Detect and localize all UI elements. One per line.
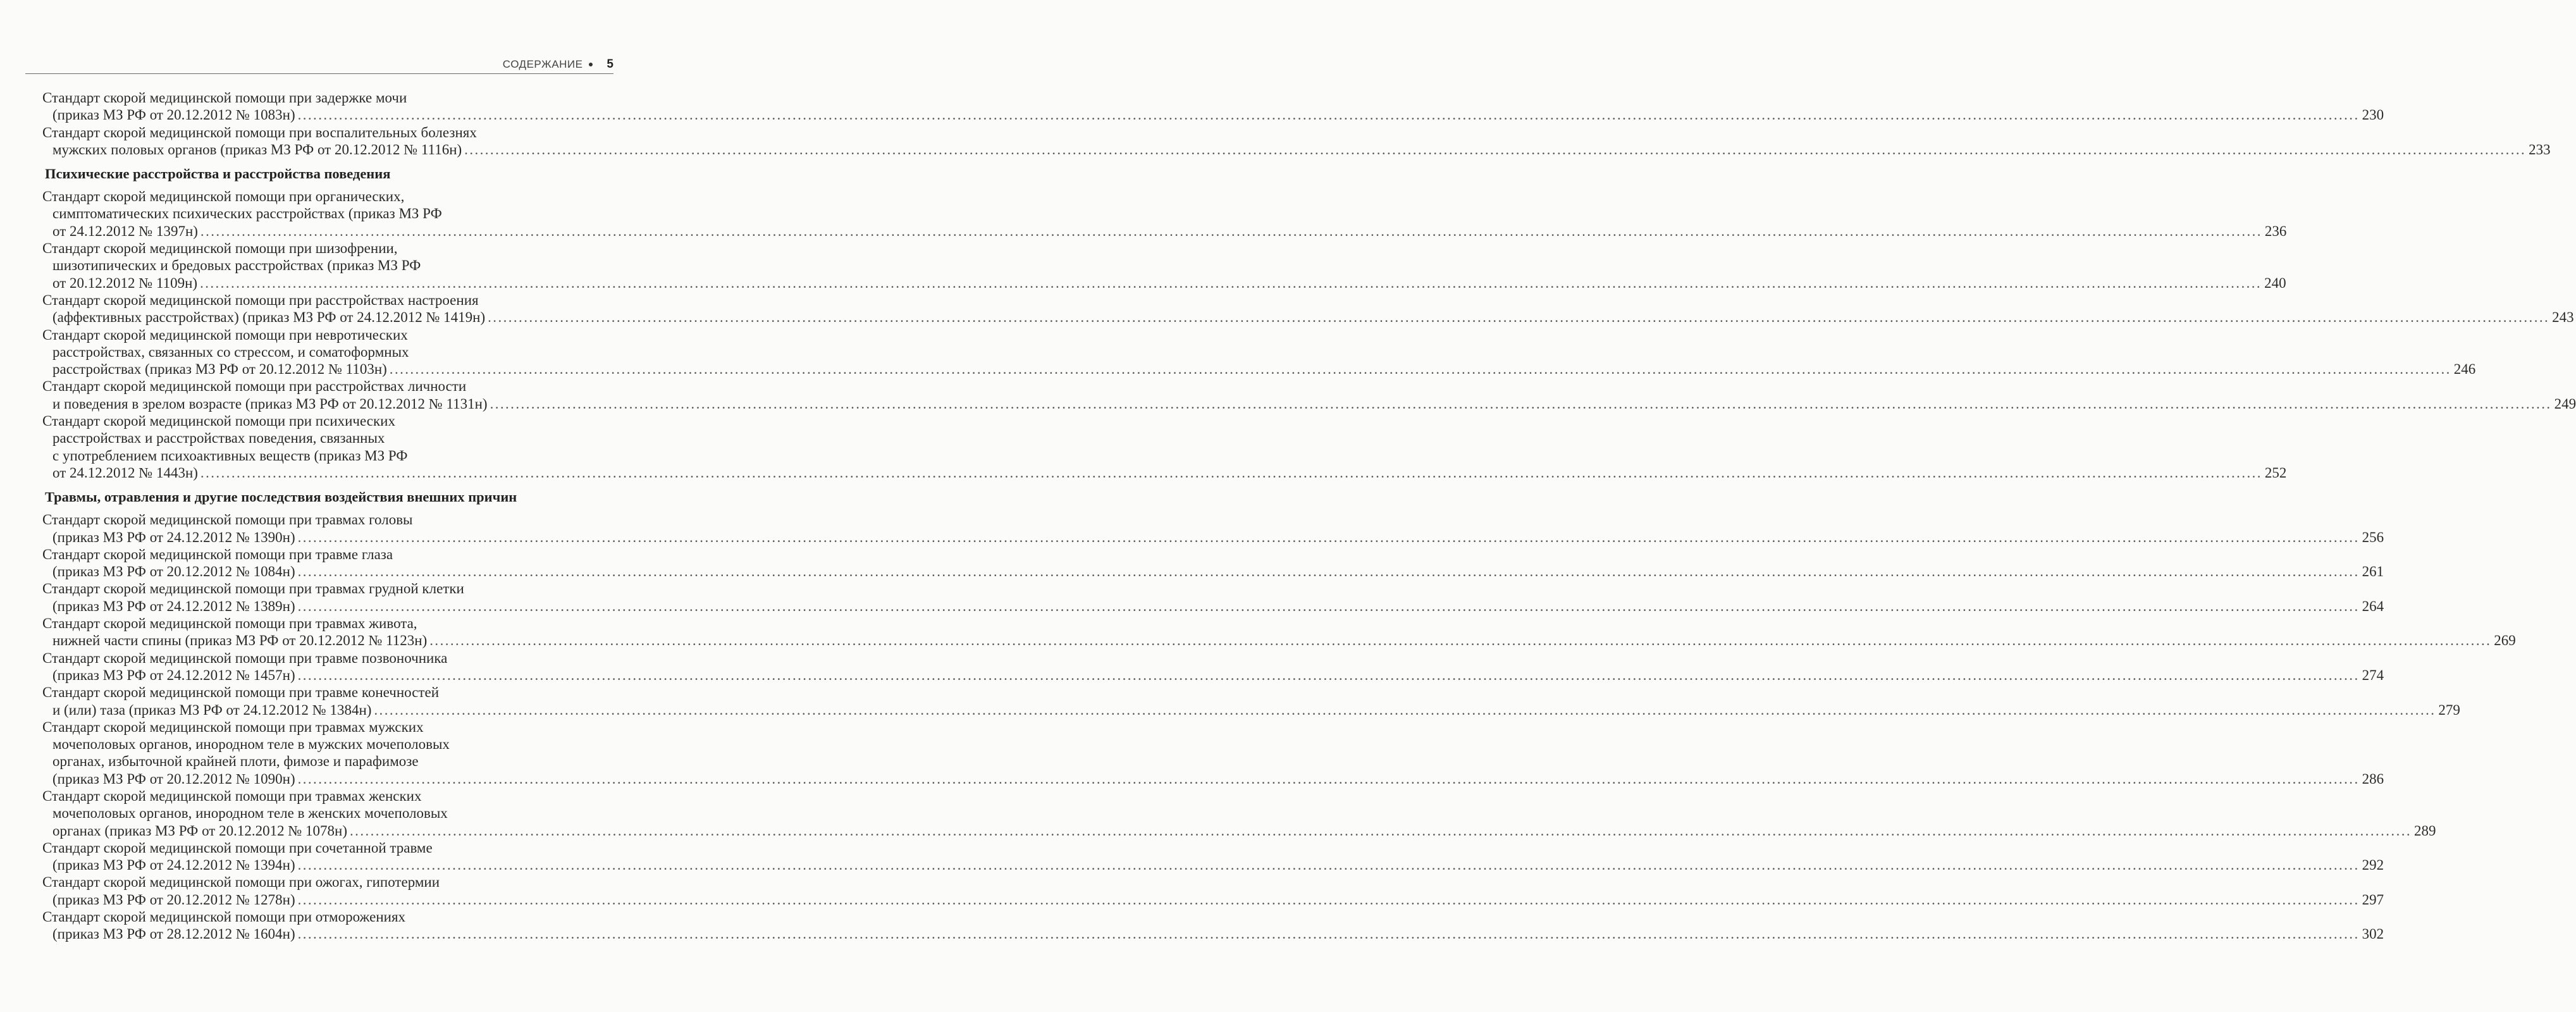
- entry-last-line: [42, 275, 2286, 292]
- entry-page-number: 249: [2554, 395, 2576, 412]
- entry-line: Стандарт скорой медицинской помощи при расстройствах личности: [42, 378, 467, 395]
- entry-last-line: [42, 770, 2384, 787]
- entry-line: Стандарт скорой медицинской помощи при травмах живота,: [42, 615, 417, 632]
- page-number: 5: [607, 58, 613, 71]
- entry-last-line: [42, 141, 2551, 158]
- entry-line: Стандарт скорой медицинской помощи при невротических: [42, 326, 408, 343]
- entry-line: (приказ МЗ РФ от 24.12.2012 № 1390н): [52, 529, 295, 545]
- entry-line: и поведения в зрелом возрасте (приказ МЗ РФ от 20.12.2012 № 1131н): [52, 395, 488, 412]
- entry-last-line: [42, 361, 2476, 378]
- dot-leader: ................................................................................................................................................................................................................................................................................................................................................................................................................: [200, 275, 2262, 291]
- entry-page-number: 236: [2264, 223, 2287, 239]
- entry-line: (приказ МЗ РФ от 24.12.2012 № 1389н): [52, 598, 295, 614]
- entry-line: нижней части спины (приказ МЗ РФ от 20.12.2012 № 1123н): [52, 632, 428, 649]
- toc-entry: [42, 378, 2576, 412]
- dot-leader: ................................................................................................................................................................................................................................................................................................................................................................................................................: [350, 822, 2412, 839]
- entry-last-line: [42, 309, 2574, 326]
- entry-last-line: [42, 598, 2384, 615]
- dot-leader: ................................................................................................................................................................................................................................................................................................................................................................................................................: [297, 667, 2360, 683]
- entry-page-number: 261: [2362, 564, 2384, 580]
- dot-leader: ................................................................................................................................................................................................................................................................................................................................................................................................................: [200, 223, 2262, 239]
- toc-entry: [42, 615, 2516, 650]
- toc-entry: [42, 908, 2384, 943]
- dot-leader: ................................................................................................................................................................................................................................................................................................................................................................................................................: [297, 857, 2360, 873]
- entry-line: Стандарт скорой медицинской помощи при воспалительных болезнях: [42, 124, 477, 140]
- entry-line: Стандарт скорой медицинской помощи при травмах головы: [42, 512, 413, 528]
- entry-line: расстройствах (приказ МЗ РФ от 20.12.2012 № 1103н): [52, 361, 387, 378]
- entry-page-number: 292: [2362, 857, 2384, 873]
- entry-line: расстройствах и расстройствах поведения, связанных: [52, 430, 385, 447]
- entry-last-line: [42, 856, 2384, 873]
- running-header: [25, 56, 613, 74]
- entry-line: Стандарт скорой медицинской помощи при травме позвоночника: [42, 650, 448, 666]
- entry-line: (приказ МЗ РФ от 20.12.2012 № 1083н): [52, 107, 295, 123]
- entry-last-line: [42, 106, 2384, 123]
- toc-entry: [42, 580, 2384, 615]
- dot-leader: ................................................................................................................................................................................................................................................................................................................................................................................................................: [488, 309, 2550, 326]
- toc-entry: [42, 839, 2384, 874]
- entry-last-line: [42, 395, 2576, 412]
- entry-page-number: 286: [2362, 770, 2384, 787]
- section-heading: Травмы, отравления и другие последствия воздействия внешних причин: [45, 489, 517, 505]
- toc-entry: [42, 650, 2384, 684]
- toc-entry: [42, 684, 2460, 719]
- entry-page-number: 274: [2362, 667, 2384, 683]
- toc-entry: [42, 124, 2551, 159]
- toc-entry: [42, 719, 2384, 787]
- entry-line: Стандарт скорой медицинской помощи при психических: [42, 413, 395, 429]
- entry-last-line: [42, 563, 2384, 580]
- entry-page-number: 243: [2552, 309, 2574, 326]
- entry-line: от 20.12.2012 № 1109н): [52, 275, 198, 291]
- entry-page-number: 269: [2494, 632, 2516, 649]
- entry-page-number: 289: [2414, 822, 2436, 839]
- entry-line: Стандарт скорой медицинской помощи при травмах грудной клетки: [42, 581, 464, 597]
- entry-line: Стандарт скорой медицинской помощи при шизофрении,: [42, 240, 398, 257]
- dot-leader: ................................................................................................................................................................................................................................................................................................................................................................................................................: [374, 701, 2436, 718]
- dot-leader: ................................................................................................................................................................................................................................................................................................................................................................................................................: [429, 632, 2492, 649]
- dot-leader: ................................................................................................................................................................................................................................................................................................................................................................................................................: [297, 891, 2360, 908]
- entry-last-line: [42, 529, 2384, 546]
- entry-last-line: [42, 891, 2384, 908]
- entry-last-line: [42, 632, 2516, 649]
- entry-line: (приказ МЗ РФ от 20.12.2012 № 1278н): [52, 891, 295, 908]
- entry-line: мочеполовых органов, инородном теле в женских мочеполовых: [52, 805, 448, 822]
- entry-line: шизотипических и бредовых расстройствах (приказ МЗ РФ: [52, 257, 421, 274]
- entry-page-number: 297: [2362, 891, 2384, 908]
- entry-page-number: 230: [2362, 107, 2384, 123]
- entry-last-line: [42, 464, 2287, 481]
- bullet-separator: [589, 63, 593, 66]
- toc-entry: [42, 787, 2436, 839]
- section-heading: Психические расстройства и расстройства поведения: [45, 166, 391, 182]
- entry-line: Стандарт скорой медицинской помощи при травмах женских: [42, 787, 422, 804]
- toc-entry: [42, 873, 2384, 908]
- entry-line: мужских половых органов (приказ МЗ РФ от 20.12.2012 № 1116н): [52, 141, 462, 157]
- toc-entry: [42, 546, 2384, 581]
- toc-entry: [42, 326, 2476, 378]
- dot-leader: ................................................................................................................................................................................................................................................................................................................................................................................................................: [297, 770, 2360, 787]
- entry-last-line: [42, 925, 2384, 942]
- entry-line: (аффективных расстройствах) (приказ МЗ РФ от 24.12.2012 № 1419н): [52, 309, 486, 326]
- dot-leader: ................................................................................................................................................................................................................................................................................................................................................................................................................: [490, 395, 2552, 412]
- entry-line: и (или) таза (приказ МЗ РФ от 24.12.2012 № 1384н): [52, 701, 372, 718]
- toc-entry: [42, 292, 2574, 326]
- entry-line: органах (приказ МЗ РФ от 20.12.2012 № 1078н): [52, 822, 348, 839]
- entry-line: (приказ МЗ РФ от 20.12.2012 № 1084н): [52, 564, 295, 580]
- toc-entry: [42, 240, 2286, 292]
- toc-entry: [42, 188, 2287, 240]
- entry-line: от 24.12.2012 № 1443н): [52, 464, 198, 481]
- dot-leader: ................................................................................................................................................................................................................................................................................................................................................................................................................: [297, 564, 2360, 580]
- dot-leader: ................................................................................................................................................................................................................................................................................................................................................................................................................: [464, 141, 2527, 157]
- entry-line: Стандарт скорой медицинской помощи при органических,: [42, 188, 405, 205]
- table-of-contents: [42, 89, 2576, 943]
- entry-page-number: 264: [2362, 598, 2384, 614]
- entry-last-line: [42, 223, 2287, 240]
- entry-line: Стандарт скорой медицинской помощи при задержке мочи: [42, 90, 407, 106]
- entry-line: (приказ МЗ РФ от 20.12.2012 № 1090н): [52, 770, 295, 787]
- entry-line: расстройствах, связанных со стрессом, и соматоформных: [52, 343, 409, 360]
- entry-line: (приказ МЗ РФ от 28.12.2012 № 1604н): [52, 926, 295, 942]
- dot-leader: ................................................................................................................................................................................................................................................................................................................................................................................................................: [389, 361, 2451, 378]
- toc-entry: [42, 511, 2384, 546]
- entry-last-line: [42, 822, 2436, 839]
- running-title: СОДЕРЖАНИЕ: [502, 58, 583, 70]
- dot-leader: ................................................................................................................................................................................................................................................................................................................................................................................................................: [297, 926, 2360, 942]
- entry-page-number: 246: [2453, 361, 2476, 378]
- dot-leader: ................................................................................................................................................................................................................................................................................................................................................................................................................: [200, 464, 2262, 481]
- entry-line: с употреблением психоактивных веществ (приказ МЗ РФ: [52, 447, 408, 464]
- entry-line: Стандарт скорой медицинской помощи при ожогах, гипотермии: [42, 874, 440, 891]
- entry-line: Стандарт скорой медицинской помощи при травме глаза: [42, 546, 393, 562]
- dot-leader: ................................................................................................................................................................................................................................................................................................................................................................................................................: [297, 598, 2360, 614]
- entry-page-number: 240: [2264, 275, 2286, 291]
- entry-page-number: 233: [2529, 141, 2551, 157]
- entry-line: Стандарт скорой медицинской помощи при травмах мужских: [42, 719, 424, 735]
- entry-line: Стандарт скорой медицинской помощи при травме конечностей: [42, 684, 439, 701]
- entry-line: органах, избыточной крайней плоти, фимозе и парафимозе: [52, 753, 419, 770]
- entry-line: (приказ МЗ РФ от 24.12.2012 № 1394н): [52, 857, 295, 873]
- entry-page-number: 302: [2362, 926, 2384, 942]
- entry-line: Стандарт скорой медицинской помощи при расстройствах настроения: [42, 292, 479, 308]
- entry-page-number: 252: [2264, 464, 2287, 481]
- entry-page-number: 279: [2438, 701, 2460, 718]
- toc-entry: [42, 89, 2384, 124]
- entry-line: (приказ МЗ РФ от 24.12.2012 № 1457н): [52, 667, 295, 683]
- entry-line: мочеполовых органов, инородном теле в мужских мочеполовых: [52, 736, 450, 753]
- entry-page-number: 256: [2362, 529, 2384, 545]
- entry-line: симптоматических психических расстройствах (приказ МЗ РФ: [52, 206, 442, 222]
- entry-line: Стандарт скорой медицинской помощи при отморожениях: [42, 909, 406, 925]
- entry-last-line: [42, 701, 2460, 719]
- toc-entry: [42, 412, 2287, 481]
- dot-leader: ................................................................................................................................................................................................................................................................................................................................................................................................................: [297, 529, 2360, 545]
- entry-line: Стандарт скорой медицинской помощи при сочетанной травме: [42, 839, 433, 856]
- entry-last-line: [42, 667, 2384, 684]
- entry-line: от 24.12.2012 № 1397н): [52, 223, 198, 239]
- dot-leader: ................................................................................................................................................................................................................................................................................................................................................................................................................: [297, 107, 2360, 123]
